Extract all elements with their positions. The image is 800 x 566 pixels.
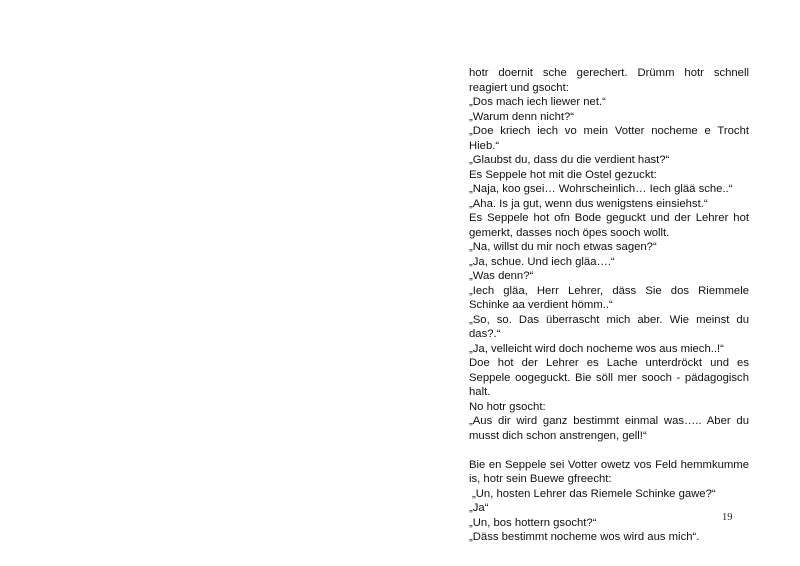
text-line: „Un, bos hottern gsocht?“ [469,516,597,529]
page-text-block [469,66,749,545]
text-line: „Ja, schue. Und iech gläa….“ [469,255,615,268]
paragraph-gap [469,443,749,458]
text-line: hotr doernit sche gerechert. Drümm hotr schnell reagiert und gsocht: [469,67,749,94]
text-line: „Aha. Is ja gut, wenn dus wenigstens einsiehst.“ [469,197,708,210]
text-line: No hotr gsocht: [469,400,546,413]
text-line: „Un, hosten Lehrer das Riemele Schinke gawe?“ [472,487,716,500]
text-line: „Doe kriech iech vo mein Votter nocheme e Trocht Hieb.“ [469,125,749,152]
text-line: „Naja, koo gsei… Wohrscheinlich… Iech glää sche..“ [469,183,733,195]
text-line: „Däss bestimmt nocheme wos wird aus mich“. [469,531,700,543]
text-line: „Ja“ [469,502,489,514]
text-line: „Aus dir wird ganz bestimmt einmal was….. Aber du musst dich schon anstrengen, gell!“ [469,415,749,442]
text-line: Es Seppele hot mit die Ostel gezuckt: [469,168,657,181]
text-line: „So, so. Das überrascht mich aber. Wie meinst du das?.“ [469,313,749,340]
text-line: „Was denn?“ [469,270,534,282]
text-line: „Dos mach iech liewer net.“ [469,96,606,108]
page-number: 19 [722,512,733,523]
text-line: „Ja, velleicht wird doch nocheme wos aus miech..!“ [469,342,724,355]
text-line: „Na, willst du mir noch etwas sagen?“ [469,241,657,253]
text-line: „Glaubst du, dass du die verdient hast?“ [469,154,670,166]
text-line: „Warum denn nicht?“ [469,110,575,123]
text-line: Doe hot der Lehrer es Lache unterdröckt und es Seppele oogeguckt. Bie söll mer sooch - pädagogisch halt. [469,357,749,398]
text-line: „Iech gläa, Herr Lehrer, däss Sie dos Riemmele Schinke aa verdient hömm..“ [469,284,749,311]
right-page [400,0,800,566]
text-line: Es Seppele hot ofn Bode geguckt und der Lehrer hot gemerkt, dasses noch öpes sooch wollt. [469,212,749,239]
text-line: Bie en Seppele sei Votter owetz vos Feld hemmkumme is, hotr sein Buewe gfreecht: [469,458,749,485]
